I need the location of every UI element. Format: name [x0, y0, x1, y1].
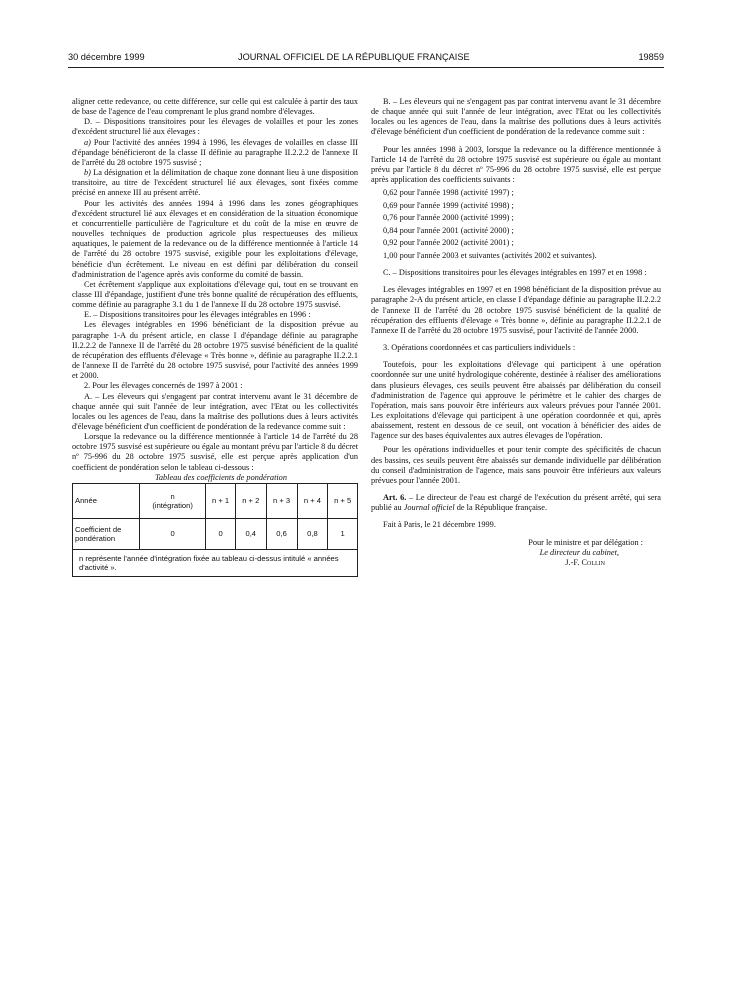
- header-rule: [68, 67, 664, 68]
- table-cell: 0: [206, 518, 236, 549]
- paragraph: b) La désignation et la délimitation de chaque zone donnant lieu à une disposition transitoire, au titre de l'excédent structurel lié aux élevages, sont fixées comme précisé en annexe III au présent arrêté.: [72, 168, 358, 198]
- paragraph: Les élevages intégrables en 1997 et en 1998 bénéficiant de la disposition prévue au paragraphe 2-A du présent article, en classe I d'épandage définie au paragraphe II.2.2.2 de l'annexe II de l'arrêté du 28 octobre 1975 susvisé bénéficient de la qualité de récupération des effluents d'élevage « Très bonne », définie au paragraphe II.2.2.1 de l'annexe II de l'arrêté du 28 octobre 1975 susvisé, pour l'activité de l'année 2000.: [371, 285, 661, 335]
- date-line: Fait à Paris, le 21 décembre 1999.: [383, 520, 496, 530]
- paragraph: aligner cette redevance, ou cette différence, sur celle qui est calculée à partir des taux de base de l'agence de l'eau comprenant le plus grand nombre d'élevages.: [72, 97, 358, 117]
- table-row: [73, 549, 358, 576]
- table-header-cell: n + 4: [297, 483, 328, 518]
- left-column: [72, 97, 358, 577]
- header-page-number: 19859: [638, 52, 664, 62]
- table-header-cell: n + 3: [266, 483, 297, 518]
- header-date: 30 décembre 1999: [68, 52, 145, 62]
- paragraph: Lorsque la redevance ou la différence mentionnée à l'article 14 de l'arrêté du 28 octobre 1975 susvisé est supérieure ou égale au montant prévu par l'article 8 du décret nº 75-996 du 28 octobre 1975 susvisé, elle est perçue après application d'un coefficient de pondération selon le tableau ci-dessous :: [72, 432, 358, 472]
- header-title: JOURNAL OFFICIEL DE LA RÉPUBLIQUE FRANÇAISE: [238, 52, 470, 62]
- section-heading-b: B. – Les éleveurs qui ne s'engagent pas par contrat intervenu avant le 31 décembre de chaque année qui suit l'année de leur intégration, avec l'Etat ou les collectivités locales ou les agences de l'eau, dans la maîtrise des pollutions dues à leurs activités d'élevage bénéficient d'un coefficient de pondération de la redevance comme suit :: [371, 97, 661, 137]
- section-heading-d: D. – Dispositions transitoires pour les élevages de volailles et pour les zones d'excédent structurel lié aux élevages :: [72, 117, 358, 137]
- table-cell: 1: [328, 518, 358, 549]
- table-row: [73, 518, 358, 549]
- table-header-cell: n + 5: [328, 483, 358, 518]
- list-item: 0,92 pour l'année 2002 (activité 2001) ;: [383, 238, 514, 248]
- section-heading-3: 3. Opérations coordonnées et cas particuliers individuels :: [383, 343, 576, 353]
- list-item: 0,84 pour l'année 2001 (activité 2000) ;: [383, 225, 514, 235]
- coefficient-table: [72, 483, 358, 577]
- table-cell: 0: [140, 518, 206, 549]
- table-row: [73, 483, 358, 518]
- paragraph: Pour les opérations individuelles et pour tenir compte des spécificités de chacun des bassins, ces seuils peuvent être abaissés sur demande individuelle par délibération du conseil d'administration de l'agence, mais sans pouvoir être inférieurs aux valeurs prévues pour l'année 2001.: [371, 445, 661, 485]
- paragraph: Toutefois, pour les exploitations d'élevage qui participent à une opération coordonnée sur une unité hydrologique cohérente, destinée à réaliser des améliorations dans plusieurs élevages, ces seuils peuvent être abaissés par délibération du conseil d'administration de l'agence qui approuve le périmètre et le cahier des charges de l'opération, mais sans pouvoir être inférieurs aux valeurs prévues pour l'année 2001. Les exploitations d'élevage qui participent à une opération coordonnée et qui, après abaissement, restent en dessous de ce seuil, ont vocation à bénéficier des aides de l'agence sur des bases équivalentes aux autres élevages de l'opération.: [371, 360, 661, 441]
- list-item: 1,00 pour l'année 2003 et suivantes (activités 2002 et suivantes).: [383, 250, 597, 260]
- paragraph: Pour les activités des années 1994 à 1996 dans les zones géographiques d'excédent structurel lié aux élevages et en considération de la situation économique et concurrentielle particulière de l'agriculture et du coût de la mise en œuvre de nouvelles techniques de production agricole plus respectueuses des milieux aquatiques, le paiement de la redevance ou de la différence mentionnée à l'article 14 de l'arrêté du 28 octobre 1975 susvisé, exigible pour les exploitations d'élevage, bénéficie d'un écrêtement. Le niveau en est défini par délibération du conseil d'administration de l'agence après avis conforme du comité de bassin.: [72, 198, 358, 279]
- table-header-cell: n + 2: [235, 483, 266, 518]
- table-row-label: Année: [73, 483, 140, 518]
- list-item: 0,62 pour l'année 1998 (activité 1997) ;: [383, 188, 514, 198]
- table-cell: 0,8: [297, 518, 328, 549]
- paragraph: Cet écrêtement s'applique aux exploitations d'élevage qui, tout en se trouvant en classe III d'épandage, justifient d'une très bonne qualité de récupération des effluents, comme définie au paragraphe 3.1 du 1 de l'annexe II du 28 octobre 1975 susvisé.: [72, 279, 358, 310]
- signature-name: J.-F. Collin: [565, 557, 605, 567]
- table-cell: 0,4: [235, 518, 266, 549]
- list-item: 0,69 pour l'année 1999 (activité 1998) ;: [383, 200, 514, 210]
- article-6: Art. 6. – Le directeur de l'eau est chargé de l'exécution du présent arrêté, qui sera publié au Journal officiel de la République française.: [371, 493, 661, 513]
- list-item: 0,76 pour l'année 2000 (activité 1999) ;: [383, 213, 514, 223]
- paragraph: a) Pour l'activité des années 1994 à 1996, les élevages de volailles en classe III d'épandage bénéficieront de la classe II définie au paragraphe II.2.2.2 de l'annexe II de l'arrêté du 28 octobre 1975 susvisé ;: [72, 137, 358, 167]
- signature-line: Pour le ministre et par délégation :: [528, 537, 643, 547]
- section-heading-c: C. – Dispositions transitoires pour les élevages intégrables en 1997 et en 1998 :: [383, 268, 647, 278]
- section-heading-2: 2. Pour les élevages concernés de 1997 à 2001 :: [84, 381, 243, 391]
- coefficient-list: [371, 188, 661, 261]
- table-header-cell: n + 1: [206, 483, 236, 518]
- table-cell: 0,6: [266, 518, 297, 549]
- right-column: [371, 97, 661, 568]
- table-row-label: Coefficient de pondération: [73, 518, 140, 549]
- table-note: n représente l'année d'intégration fixée au tableau ci-dessus intitulé « années d'activité ».: [73, 549, 358, 576]
- signature-title: Le directeur du cabinet,: [539, 547, 619, 557]
- table-header-cell: n (intégration): [140, 483, 206, 518]
- paragraph: Pour les années 1998 à 2003, lorsque la redevance ou la différence mentionnée à l'article 14 de l'arrêté du 28 octobre 1975 susvisé est supérieure ou égale au montant prévu par l'article 8 du décret nº 75-996 du 28 octobre 1975 susvisé, elle est perçue après application des coefficients suivants :: [371, 144, 661, 185]
- section-heading-e: E. – Dispositions transitoires pour les élevages intégrables en 1996 :: [84, 310, 311, 320]
- paragraph: A. – Les éleveurs qui s'engagent par contrat intervenu avant le 31 décembre de chaque année qui suit l'année de leur intégration, avec l'Etat ou les collectivités locales ou les agences de l'eau, dans la maîtrise des pollutions dues à leurs activités d'élevage bénéficient d'un coefficient de pondération de la redevance comme suit :: [72, 391, 358, 431]
- table-caption: Tableau des coefficients de pondération: [155, 472, 287, 482]
- paragraph: Les élevages intégrables en 1996 bénéficiant de la disposition prévue au paragraphe 1-A du présent article, en classe I d'épandage définie au paragraphe II.2.2.2 de l'annexe II de l'arrêté du 28 octobre 1975 susvisé bénéficient de la qualité de récupération des effluents d'élevage « Très bonne », définie au paragraphe II.2.2.1 de l'annexe II de l'arrêté du 28 octobre 1975 susvisé, pour l'activité des années 1999 et 2000.: [72, 320, 358, 381]
- page-header: [68, 52, 664, 66]
